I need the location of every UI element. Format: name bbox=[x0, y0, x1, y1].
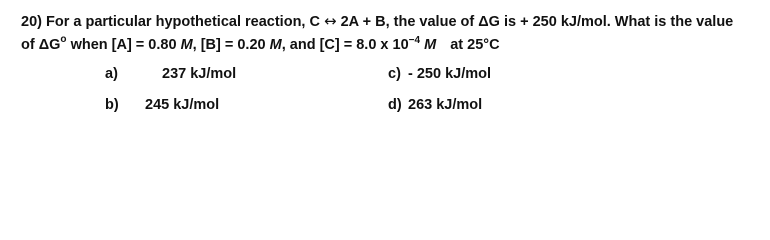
question-number: 20) bbox=[21, 14, 42, 30]
choice-value-c: - 250 kJ/mol bbox=[408, 66, 492, 82]
question-stem-part-1: For a particular hypothetical reaction, C bbox=[46, 14, 320, 30]
standard-state-superscript: o bbox=[60, 34, 67, 45]
choice-letter-d: d) bbox=[388, 97, 402, 113]
exponent-superscript: −4 bbox=[408, 35, 421, 46]
question-stem-part-4: when [A] = 0.80 bbox=[70, 37, 177, 53]
question-text bbox=[21, 10, 766, 57]
choice-value-a: 237 kJ/mol bbox=[162, 66, 237, 82]
choice-letter-a: a) bbox=[105, 66, 118, 82]
molarity-unit-c: M bbox=[424, 37, 437, 53]
choice-letter-b: b) bbox=[105, 97, 119, 113]
molarity-unit-b: M bbox=[269, 37, 282, 53]
question-stem-part-6: , and [C] = 8.0 x 10 bbox=[281, 37, 409, 53]
question-stem-part-5: , [B] = 0.20 bbox=[192, 37, 266, 53]
choice-value-b: 245 kJ/mol bbox=[145, 97, 220, 113]
question-stem-part-3: of ΔG bbox=[21, 37, 61, 53]
choice-value-d: 263 kJ/mol bbox=[408, 97, 483, 113]
question-line-2 bbox=[21, 34, 766, 57]
question-stem-part-2: 2A + B, the value of ΔG is + 250 kJ/mol. What is the value bbox=[340, 14, 734, 30]
equilibrium-arrow-icon: ↔ bbox=[323, 12, 337, 30]
temperature-condition: at 25°C bbox=[450, 37, 500, 53]
molarity-unit-a: M bbox=[180, 37, 193, 53]
question-line-1 bbox=[21, 10, 766, 34]
choice-letter-c: c) bbox=[388, 66, 401, 82]
